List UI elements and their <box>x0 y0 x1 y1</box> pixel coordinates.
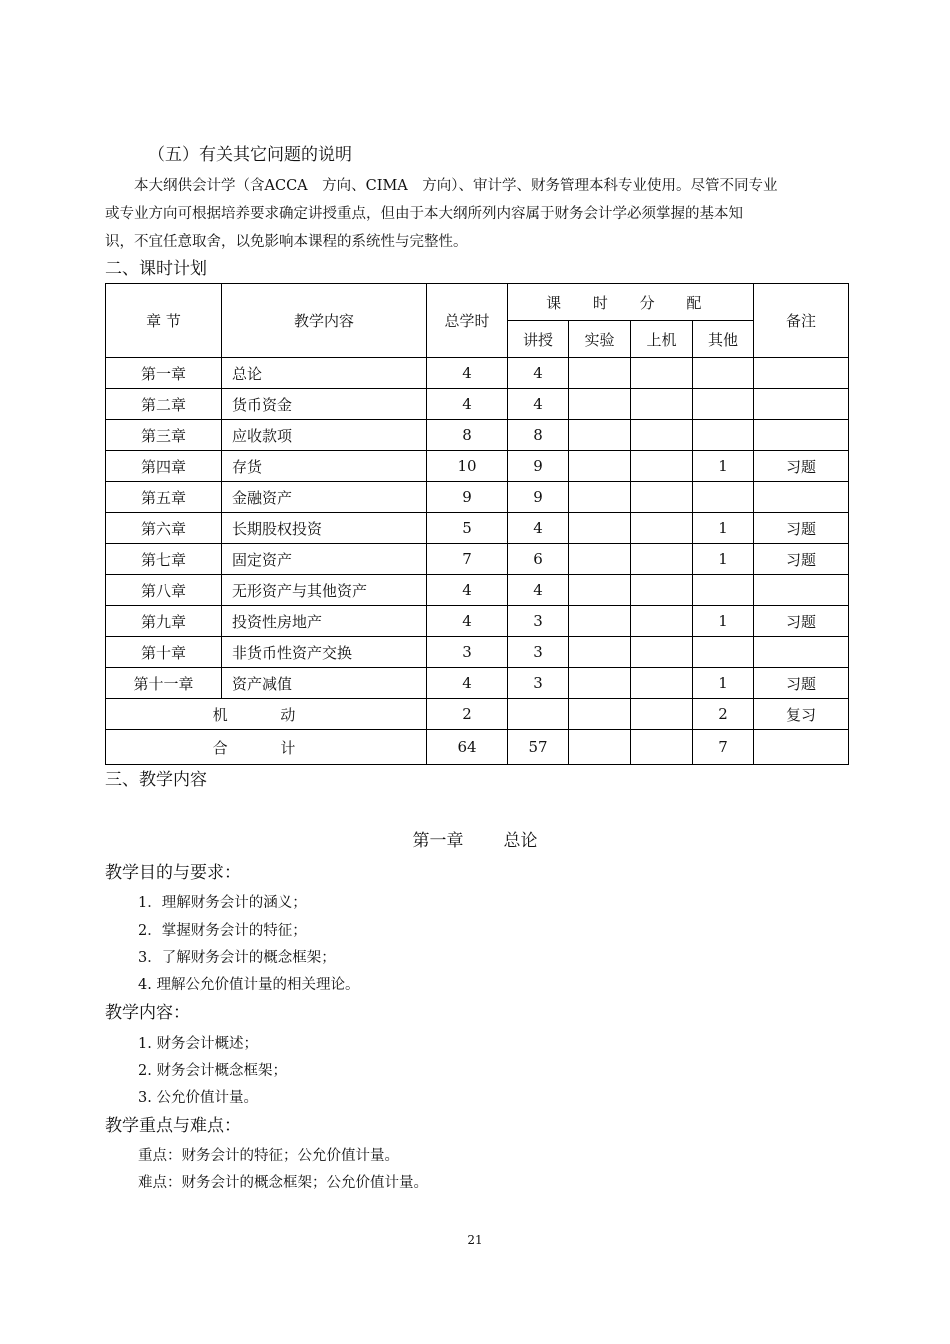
header-remark: 备注 <box>754 284 849 358</box>
cell-total: 4 <box>427 575 508 606</box>
cell-remark: 习题 <box>754 606 849 637</box>
cell-chapter: 第五章 <box>106 482 222 513</box>
cell-other <box>693 575 754 606</box>
page-number: 21 <box>467 1233 483 1247</box>
table-row <box>106 513 849 544</box>
paragraph-line-1: 本大纲供会计学（含ACCA 方向、CIMA 方向）、审计学、财务管理本科专业使用。尽管不同专业 <box>134 178 778 194</box>
cell-other: 1 <box>693 606 754 637</box>
cell-content: 金融资产 <box>222 482 427 513</box>
header-other: 其他 <box>693 321 754 358</box>
cell-content: 投资性房地产 <box>222 606 427 637</box>
cell-experiment <box>569 544 631 575</box>
cell-chapter: 第六章 <box>106 513 222 544</box>
table-row <box>106 451 849 482</box>
cell-lecture: 4 <box>508 513 569 544</box>
cell-remark <box>754 730 849 765</box>
contents-heading: 教学内容： <box>105 1003 190 1023</box>
chapter-title <box>0 826 950 851</box>
cell-total: 3 <box>427 637 508 668</box>
cell-other: 2 <box>693 699 754 730</box>
table-row <box>106 575 849 606</box>
cell-other: 7 <box>693 730 754 765</box>
table-row <box>106 482 849 513</box>
goal-item: 4. 理解公允价值计量的相关理论。 <box>138 977 360 993</box>
header-experiment: 实验 <box>569 321 631 358</box>
cell-other <box>693 389 754 420</box>
cell-lecture: 3 <box>508 637 569 668</box>
header-distribution: 课 时 分 配 <box>508 284 754 321</box>
cell-other: 1 <box>693 668 754 699</box>
cell-computer <box>631 668 693 699</box>
cell-chapter: 第七章 <box>106 544 222 575</box>
cell-other <box>693 482 754 513</box>
header-total: 总学时 <box>427 284 508 358</box>
cell-content: 无形资产与其他资产 <box>222 575 427 606</box>
cell-experiment <box>569 730 631 765</box>
cell-experiment <box>569 482 631 513</box>
cell-lecture: 3 <box>508 606 569 637</box>
cell-content: 长期股权投资 <box>222 513 427 544</box>
cell-remark: 习题 <box>754 668 849 699</box>
key-points-heading: 教学重点与难点： <box>105 1116 241 1136</box>
section5-paragraph <box>105 172 850 256</box>
cell-content: 固定资产 <box>222 544 427 575</box>
cell-content: 资产减值 <box>222 668 427 699</box>
cell-content: 非货币性资产交换 <box>222 637 427 668</box>
cell-chapter: 第十章 <box>106 637 222 668</box>
cell-remark <box>754 575 849 606</box>
cell-remark: 习题 <box>754 544 849 575</box>
table-row <box>106 420 849 451</box>
header-computer: 上机 <box>631 321 693 358</box>
cell-remark <box>754 482 849 513</box>
difficult-point: 难点：财务会计的概念框架；公允价值计量。 <box>138 1175 428 1191</box>
goal-item: 2．掌握财务会计的特征； <box>138 923 307 939</box>
cell-total: 8 <box>427 420 508 451</box>
cell-experiment <box>569 637 631 668</box>
cell-total: 9 <box>427 482 508 513</box>
cell-computer <box>631 389 693 420</box>
cell-experiment <box>569 358 631 389</box>
cell-total: 10 <box>427 451 508 482</box>
cell-lecture: 3 <box>508 668 569 699</box>
cell-remark: 习题 <box>754 451 849 482</box>
table-row <box>106 606 849 637</box>
cell-experiment <box>569 668 631 699</box>
cell-lecture <box>508 699 569 730</box>
header-lecture: 讲授 <box>508 321 569 358</box>
cell-lecture: 6 <box>508 544 569 575</box>
cell-remark <box>754 389 849 420</box>
sum-row <box>106 730 849 765</box>
cell-other <box>693 637 754 668</box>
cell-computer <box>631 451 693 482</box>
cell-total: 4 <box>427 389 508 420</box>
goal-item: 3．了解财务会计的概念框架； <box>138 950 336 966</box>
cell-lecture: 57 <box>508 730 569 765</box>
cell-lecture: 4 <box>508 389 569 420</box>
cell-chapter: 第三章 <box>106 420 222 451</box>
cell-chapter: 第四章 <box>106 451 222 482</box>
cell-computer <box>631 637 693 668</box>
cell-other <box>693 358 754 389</box>
cell-remark: 习题 <box>754 513 849 544</box>
header-content: 教学内容 <box>222 284 427 358</box>
cell-lecture: 4 <box>508 575 569 606</box>
cell-remark <box>754 637 849 668</box>
sum-row-label: 合 计 <box>106 730 427 765</box>
content-item: 1. 财务会计概述； <box>138 1036 258 1052</box>
cell-other: 1 <box>693 544 754 575</box>
cell-computer <box>631 575 693 606</box>
goal-item: 1．理解财务会计的涵义； <box>138 895 307 911</box>
cell-remark <box>754 358 849 389</box>
table-row <box>106 389 849 420</box>
cell-remark <box>754 420 849 451</box>
cell-computer <box>631 358 693 389</box>
cell-experiment <box>569 420 631 451</box>
cell-chapter: 第九章 <box>106 606 222 637</box>
paragraph-line-2: 或专业方向可根据培养要求确定讲授重点，但由于本大纲所列内容属于财务会计学必须掌握的基本知 <box>105 206 743 222</box>
cell-total: 2 <box>427 699 508 730</box>
cell-other <box>693 420 754 451</box>
schedule-table <box>105 283 849 765</box>
plan-heading: 二、课时计划 <box>105 259 207 279</box>
cell-computer <box>631 544 693 575</box>
goals-heading: 教学目的与要求： <box>105 863 241 883</box>
table-row <box>106 544 849 575</box>
cell-total: 5 <box>427 513 508 544</box>
cell-remark: 复习 <box>754 699 849 730</box>
table-row <box>106 358 849 389</box>
cell-chapter: 第一章 <box>106 358 222 389</box>
content-heading: 三、教学内容 <box>105 770 207 790</box>
cell-experiment <box>569 575 631 606</box>
cell-total: 4 <box>427 606 508 637</box>
cell-other: 1 <box>693 513 754 544</box>
content-item: 3. 公允价值计量。 <box>138 1090 258 1106</box>
cell-computer <box>631 513 693 544</box>
cell-experiment <box>569 513 631 544</box>
cell-lecture: 9 <box>508 482 569 513</box>
cell-lecture: 8 <box>508 420 569 451</box>
cell-lecture: 4 <box>508 358 569 389</box>
cell-chapter: 第十一章 <box>106 668 222 699</box>
cell-computer <box>631 730 693 765</box>
cell-lecture: 9 <box>508 451 569 482</box>
cell-content: 应收款项 <box>222 420 427 451</box>
cell-chapter: 第二章 <box>106 389 222 420</box>
chapter-number: 第一章 <box>412 831 464 851</box>
table-header-row <box>106 284 849 321</box>
flex-row-label: 机 动 <box>106 699 427 730</box>
cell-experiment <box>569 389 631 420</box>
cell-content: 总论 <box>222 358 427 389</box>
cell-computer <box>631 420 693 451</box>
flex-row <box>106 699 849 730</box>
paragraph-line-3: 识，不宜任意取舍，以免影响本课程的系统性与完整性。 <box>105 234 468 250</box>
content-item: 2. 财务会计概念框架； <box>138 1063 287 1079</box>
cell-experiment <box>569 699 631 730</box>
cell-other: 1 <box>693 451 754 482</box>
key-point: 重点：财务会计的特征；公允价值计量。 <box>138 1148 399 1164</box>
section5-title: （五）有关其它问题的说明 <box>148 145 352 165</box>
table-row <box>106 637 849 668</box>
header-chapter: 章 节 <box>106 284 222 358</box>
cell-experiment <box>569 451 631 482</box>
cell-computer <box>631 699 693 730</box>
table-row <box>106 668 849 699</box>
cell-total: 4 <box>427 668 508 699</box>
cell-total: 64 <box>427 730 508 765</box>
cell-content: 存货 <box>222 451 427 482</box>
cell-computer <box>631 482 693 513</box>
chapter-name: 总论 <box>503 831 538 851</box>
cell-experiment <box>569 606 631 637</box>
cell-chapter: 第八章 <box>106 575 222 606</box>
cell-total: 7 <box>427 544 508 575</box>
cell-computer <box>631 606 693 637</box>
cell-total: 4 <box>427 358 508 389</box>
cell-content: 货币资金 <box>222 389 427 420</box>
